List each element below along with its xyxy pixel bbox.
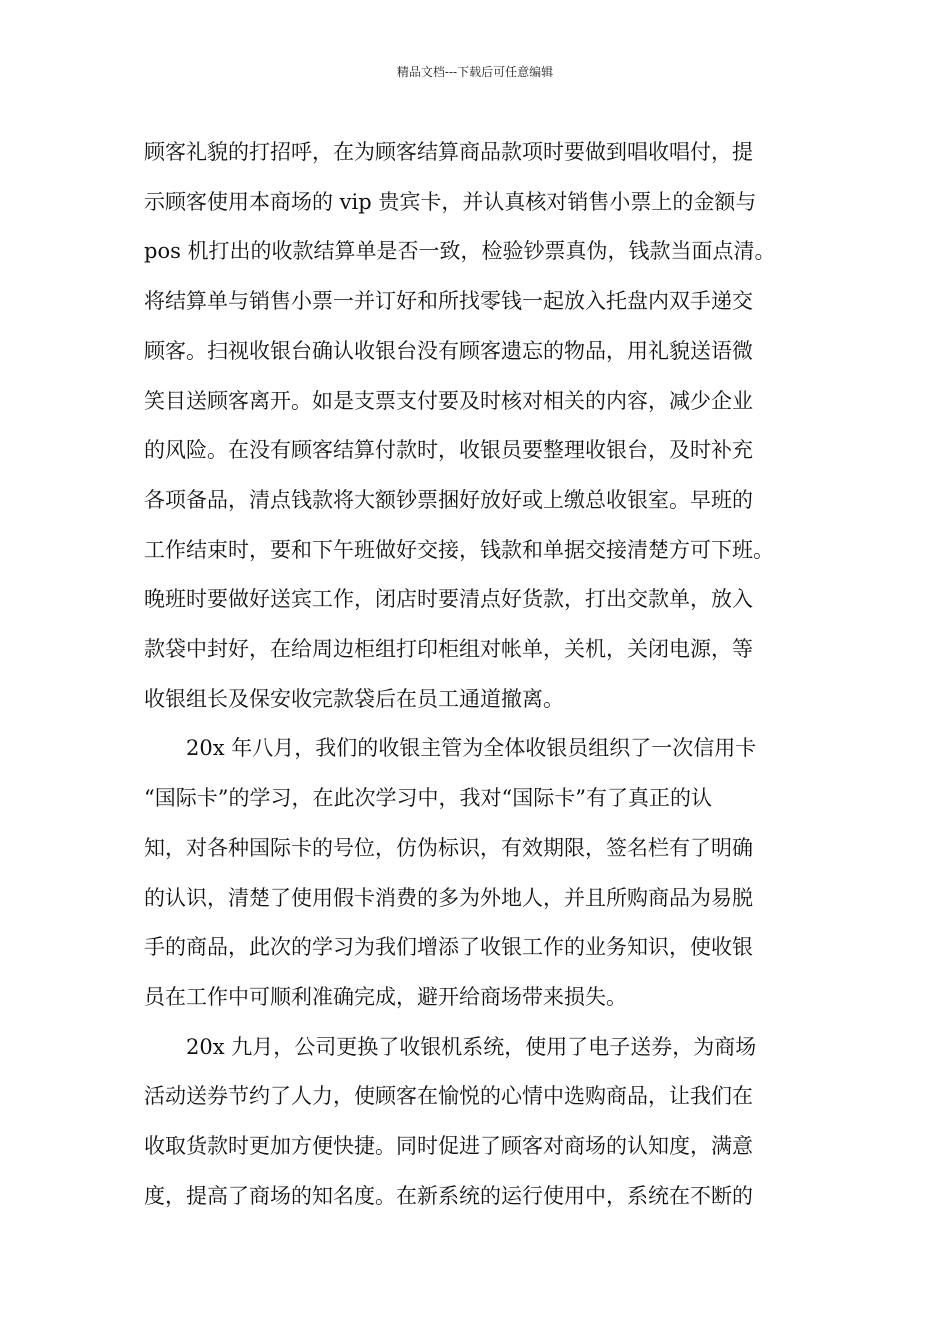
paragraph-1-line-9: 工作结束时，要和下午班做好交接，钱款和单据交接清楚方可下班。 (144, 537, 774, 562)
paragraph-1-line-8: 各项备品，清点钱款将大额钞票捆好放好或上缴总收银室。早班的 (144, 487, 753, 512)
paragraph-2-line-3: 知，对各种国际卡的号位，仿伪标识，有效期限，签名栏有了明确 (144, 835, 753, 860)
paragraph-1-line-5: 顾客。扫视收银台确认收银台没有顾客遗忘的物品，用礼貌送语微 (144, 338, 753, 363)
paragraph-3-line-4: 度，提高了商场的知名度。在新系统的运行使用中，系统在不断的 (144, 1183, 753, 1208)
paragraph-1-line-3: pos 机打出的收款结算单是否一致，检验钞票真伪，钱款当面点清。 (144, 239, 776, 264)
paragraph-3-line-2: 活动送券节约了人力，使顾客在愉悦的心情中选购商品，让我们在 (144, 1084, 753, 1109)
page-header: 精品文档---下载后可任意编辑 (396, 65, 554, 79)
paragraph-1-line-10: 晚班时要做好送宾工作，闭店时要清点好货款，打出交款单，放入 (144, 587, 753, 612)
paragraph-1-line-6: 笑目送顾客离开。如是支票支付要及时核对相关的内容，减少企业 (144, 388, 753, 413)
paragraph-2-line-6: 员在工作中可顺利准确完成，避开给商场带来损失。 (144, 984, 627, 1009)
paragraph-3-line-1: 20x 九月，公司更换了收银机系统，使用了电子送券，为商场 (186, 1034, 757, 1059)
paragraph-1-line-2: 示顾客使用本商场的 vip 贵宾卡，并认真核对销售小票上的金额与 (144, 189, 757, 214)
paragraph-2-line-4: 的认识，清楚了使用假卡消费的多为外地人，并且所购商品为易脱 (144, 885, 753, 910)
paragraph-3-line-3: 收取货款时更加方便快捷。同时促进了顾客对商场的认知度，满意 (144, 1134, 753, 1158)
paragraph-1-line-12: 收银组长及保安收完款袋后在员工通道撤离。 (144, 686, 564, 711)
paragraph-1-line-11: 款袋中封好，在给周边柜组打印柜组对帐单，关机，关闭电源，等 (144, 637, 753, 661)
paragraph-2-line-5: 手的商品，此次的学习为我们增添了收银工作的业务知识，使收银 (144, 935, 753, 960)
paragraph-1-line-7: 的风险。在没有顾客结算付款时，收银员要整理收银台，及时补充 (144, 438, 753, 463)
paragraph-1-line-4: 将结算单与销售小票一并订好和所找零钱一起放入托盘内双手递交 (144, 289, 753, 314)
paragraph-1-line-1: 顾客礼貌的打招呼，在为顾客结算商品款项时要做到唱收唱付，提 (144, 140, 753, 164)
paragraph-2-line-1: 20x 年八月，我们的收银主管为全体收银员组织了一次信用卡 (186, 736, 757, 761)
paragraph-2-line-2: “国际卡”的学习，在此次学习中，我对“国际卡”有了真正的认 (144, 786, 712, 811)
